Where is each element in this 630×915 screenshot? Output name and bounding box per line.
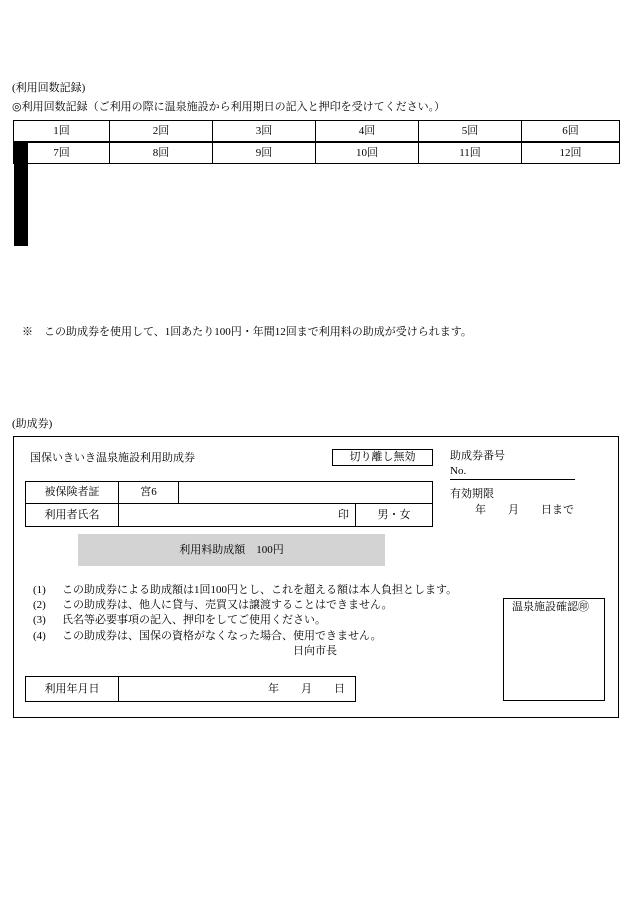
usage-count-header-9: 9回: [213, 143, 316, 164]
terms-item-text: この助成券は、国保の資格がなくなった場合、使用できません。: [62, 630, 382, 642]
gender-options: 男・女: [355, 503, 433, 527]
validity-date: 年 月 日まで: [475, 504, 574, 516]
insured-card-prefix: 宮6: [118, 481, 179, 504]
seal-mark: 印: [338, 508, 349, 521]
voucher-number-prefix: No.: [450, 465, 467, 477]
user-name-field: [118, 503, 356, 527]
usage-count-header-7: 7回: [14, 143, 110, 164]
usage-record-instruction: ◎利用回数記録（ご利用の際に温泉施設から利用期日の記入と押印を受けてください。）: [12, 101, 446, 113]
usage-stamp-cell-12: [25, 165, 27, 245]
usage-date-label: 利用年月日: [25, 676, 119, 702]
validity-label: 有効期限: [450, 488, 494, 500]
issuer-name: 日向市長: [293, 645, 337, 657]
cutoff-invalid-label: 切り離し無効: [332, 449, 433, 466]
usage-date-value: 年 月 日: [268, 683, 345, 695]
usage-count-header-3: 3回: [213, 121, 316, 142]
insured-card-number-field: [178, 481, 433, 504]
usage-count-header-10: 10回: [316, 143, 419, 164]
voucher-number-label: 助成券番号: [450, 450, 505, 462]
facility-stamp-label: 温泉施設確認㊞: [512, 601, 589, 613]
usage-count-header-12: 12回: [522, 143, 620, 164]
usage-count-header-1: 1回: [14, 121, 110, 142]
terms-item-number: (4): [33, 630, 46, 642]
user-name-label: 利用者氏名: [25, 503, 119, 527]
facility-stamp-box: [503, 598, 605, 701]
usage-count-header-11: 11回: [419, 143, 522, 164]
usage-note: ※ この助成券を使用して、1回あたり100円・年間12回まで利用料の助成が受けられます。: [22, 326, 472, 338]
voucher-number-field: [450, 466, 575, 480]
terms-item-number: (2): [33, 599, 46, 611]
terms-item-number: (1): [33, 584, 46, 596]
insured-card-label: 被保険者証: [25, 481, 119, 504]
usage-count-header-5: 5回: [419, 121, 522, 142]
voucher-section-label: (助成券): [12, 418, 53, 430]
subsidy-amount-banner: 利用料助成額 100円: [78, 534, 385, 566]
terms-item-text: この助成券は、他人に貸与、売買又は譲渡することはできません。: [62, 599, 393, 611]
terms-item-text: この助成券による助成額は1回100円とし、これを超える額は本人負担とします。: [62, 584, 458, 596]
usage-record-table: [13, 120, 620, 164]
voucher-title: 国保いきいき温泉施設利用助成券: [30, 452, 195, 464]
usage-count-header-6: 6回: [522, 121, 620, 142]
usage-count-header-2: 2回: [110, 121, 213, 142]
usage-count-header-4: 4回: [316, 121, 419, 142]
terms-item-text: 氏名等必要事項の記入、押印をしてご使用ください。: [62, 614, 326, 626]
terms-item-number: (3): [33, 614, 46, 626]
usage-count-header-8: 8回: [110, 143, 213, 164]
usage-record-section-label: (利用回数記録): [12, 82, 86, 94]
